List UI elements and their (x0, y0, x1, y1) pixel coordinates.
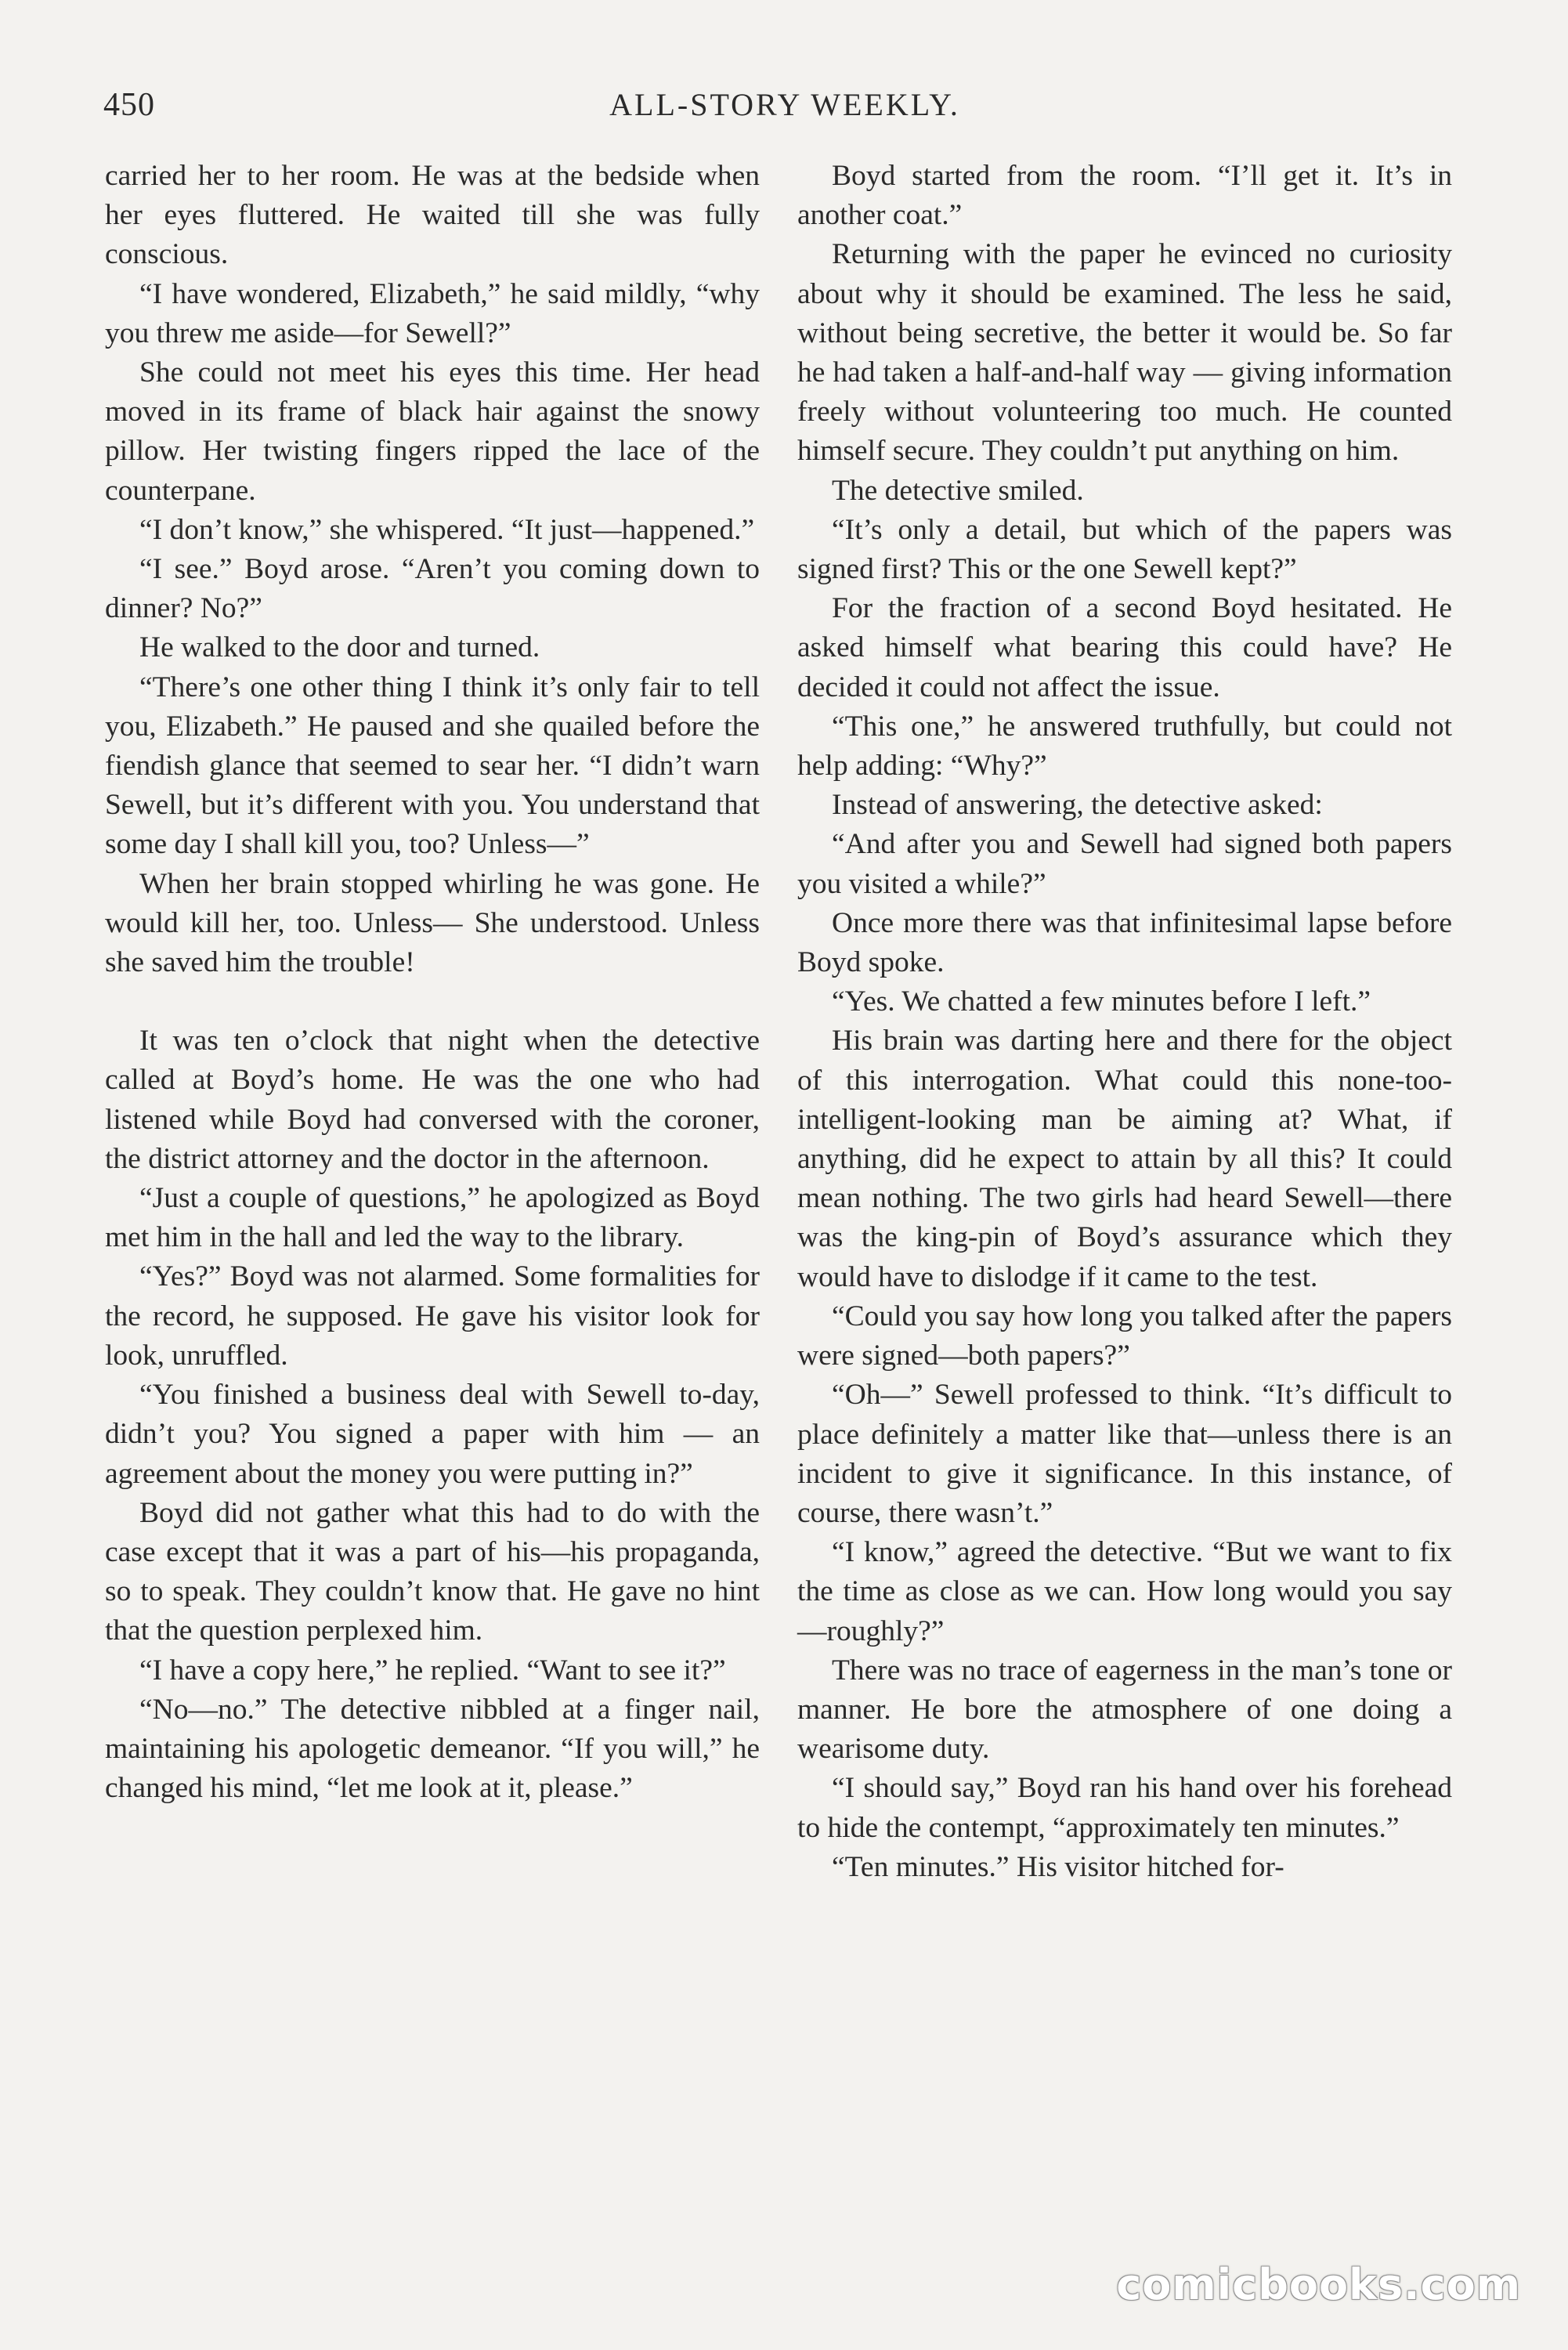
paragraph: Boyd did not gather what this had to do with the case except that it was a part of his—his propaganda, so to speak. They couldn’t know that. He gave no hint that the question perplexed him. (105, 1496, 760, 1647)
paragraph: The detective smiled. (832, 474, 1084, 507)
paragraph: “It’s only a detail, but which of the papers was signed first? This or the one Sewell kept?” (797, 513, 1452, 586)
paragraph: “I have a copy here,” he replied. “Want to see it?” (139, 1654, 726, 1687)
paragraph: “Oh—” Sewell professed to think. “It’s difficult to place definitely a matter like that—unless there is an incident to give it significance. In this instance, of course, there wasn’t.” (797, 1379, 1452, 1529)
right-column (797, 157, 1452, 1887)
paragraph: “Ten minutes.” His visitor hitched for- (832, 1850, 1284, 1883)
paragraph: There was no trace of eagerness in the man’s tone or manner. He bore the atmosphere of one doing a wearisome duty. (797, 1654, 1452, 1766)
paragraph: “Just a couple of questions,” he apologized as Boyd met him in the hall and led the way to the library. (105, 1182, 760, 1254)
paragraph: Boyd started from the room. “I’ll get it. It’s in another coat.” (797, 160, 1452, 232)
paragraph: He walked to the door and turned. (139, 631, 540, 664)
paragraph: When her brain stopped whirling he was gone. He would kill her, too. Unless— She understood. Unless she saved him the trouble! (105, 867, 760, 979)
paragraph: For the fraction of a second Boyd hesitated. He asked himself what bearing this could have? He decided it could not affect the issue. (797, 592, 1452, 703)
paragraph: “No—no.” The detective nibbled at a finger nail, maintaining his apologetic demeanor. “If you will,” he changed his mind, “let me look at it, please.” (105, 1693, 760, 1805)
paragraph: “I know,” agreed the detective. “But we want to fix the time as close as we can. How long would you say—roughly?” (797, 1536, 1452, 1647)
left-column (105, 157, 760, 1808)
paragraph: She could not meet his eyes this time. Her head moved in its frame of black hair against the snowy pillow. Her twisting fingers ripped the lace of the counterpane. (105, 356, 760, 507)
paragraph: “Yes. We chatted a few minutes before I left.” (832, 985, 1371, 1018)
paragraph: Instead of answering, the detective asked: (832, 789, 1323, 822)
paragraph: “I see.” Boyd arose. “Aren’t you coming down to dinner? No?” (105, 553, 760, 625)
paragraph: “You finished a business deal with Sewell to-day, didn’t you? You signed a paper with him — an agreement about the money you were putting in?” (105, 1379, 760, 1490)
page-header (103, 86, 1466, 133)
paragraph: “There’s one other thing I think it’s only fair to tell you, Elizabeth.” He paused and she quailed before the fiendish glance that seemed to sear her. “I didn’t warn Sewell, but it’s different with you. You understand that some day I shall kill you, too? Unless—” (105, 671, 760, 861)
paragraph: “And after you and Sewell had signed both papers you visited a while?” (797, 828, 1452, 900)
paragraph: His brain was darting here and there for the object of this interrogation. What could this none-too-intelligent-looking man be aiming at? What, if anything, did he expect to attain by all this? It could mean nothing. The two girls had heard Sewell—there was the king-pin of Boyd’s assurance which they would have to dislodge if it came to the test. (797, 1025, 1452, 1293)
paragraph: Returning with the paper he evinced no curiosity about why it should be examined. The less he said, without being secretive, the better it would be. So far he had taken a half-and-half way — giving information freely without volunteering too much. He counted himself secure. They couldn’t put anything on him. (797, 238, 1452, 468)
page-number: 450 (103, 87, 155, 123)
paragraph: “This one,” he answered truthfully, but could not help adding: “Why?” (797, 710, 1452, 783)
paragraph: “I don’t know,” she whispered. “It just—happened.” (139, 513, 755, 546)
paragraph: “Yes?” Boyd was not alarmed. Some formalities for the record, he supposed. He gave his visitor look for look, unruffled. (105, 1260, 760, 1372)
paragraph: Once more there was that infinitesimal lapse before Boyd spoke. (797, 906, 1452, 979)
watermark-logo: comicbooks.com (1116, 2260, 1521, 2309)
section-break (105, 982, 760, 1021)
running-title: ALL-STORY WEEKLY. (609, 87, 960, 122)
paragraph: It was ten o’clock that night when the detective called at Boyd’s home. He was the one who had listened while Boyd had conversed with the coroner, the district attorney and the doctor in the afternoon. (105, 1025, 760, 1175)
paragraph: carried her to her room. He was at the bedside when her eyes fluttered. He waited till she was fully conscious. (105, 160, 760, 271)
paragraph: “I have wondered, Elizabeth,” he said mildly, “why you threw me aside—for Sewell?” (105, 277, 760, 349)
paragraph: “Could you say how long you talked after the papers were signed—both papers?” (797, 1300, 1452, 1372)
paragraph: “I should say,” Boyd ran his hand over his forehead to hide the contempt, “approximately ten minutes.” (797, 1772, 1452, 1844)
